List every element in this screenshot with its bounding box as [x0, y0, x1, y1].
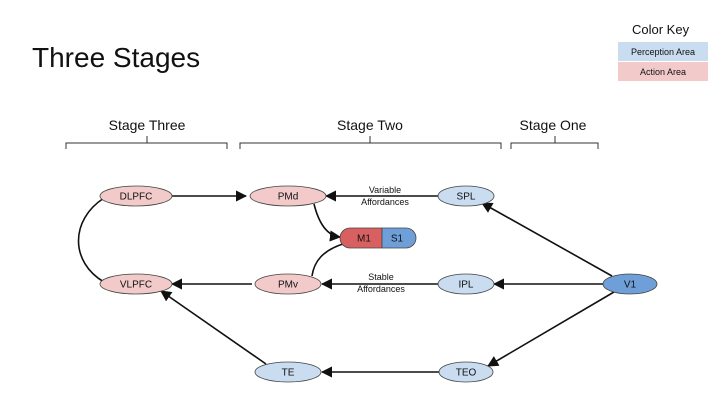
stage-three-brace	[66, 136, 227, 149]
node-dlpfc-label: DLPFC	[119, 191, 153, 203]
color-key-title: Color Key	[632, 22, 690, 37]
edge-pmd-m1	[314, 204, 340, 237]
node-teo-label: TEO	[455, 367, 477, 379]
node-m1-label: M1	[357, 233, 371, 245]
node-pmv-label: PMv	[278, 279, 298, 291]
node-v1-label: V1	[623, 279, 637, 291]
stage-one-label: Stage One	[519, 117, 587, 133]
variable-affordances-line2: Affordances	[361, 197, 409, 207]
node-vlpfc-label: VLPFC	[119, 279, 153, 291]
color-key-action: Action Area	[618, 62, 708, 81]
node-te-label: TE	[281, 367, 295, 379]
node-spl-label: SPL	[456, 191, 476, 203]
variable-affordances-line1: Variable	[368, 185, 402, 195]
node-pmd-label: PMd	[277, 191, 299, 203]
edge-m1-pmv	[312, 243, 346, 276]
node-ipl-label: IPL	[458, 279, 474, 291]
stage-one-brace	[511, 136, 598, 149]
edge-v1-teo	[488, 292, 614, 366]
stage-three-label: Stage Three	[108, 117, 186, 133]
slide-title: Three Stages	[32, 42, 201, 73]
node-s1-label: S1	[390, 233, 404, 245]
edge-v1-spl	[482, 203, 612, 276]
stable-affordances-line2: Affordances	[357, 284, 405, 294]
stable-affordances-line1: Stable	[368, 272, 394, 282]
edge-dlpfc-vlpfc-loop	[79, 198, 105, 282]
stage-two-label: Stage Two	[337, 117, 403, 133]
color-key-perception: Perception Area	[618, 42, 708, 61]
edge-te-vlpfc	[161, 291, 266, 364]
stage-two-brace	[240, 136, 501, 149]
